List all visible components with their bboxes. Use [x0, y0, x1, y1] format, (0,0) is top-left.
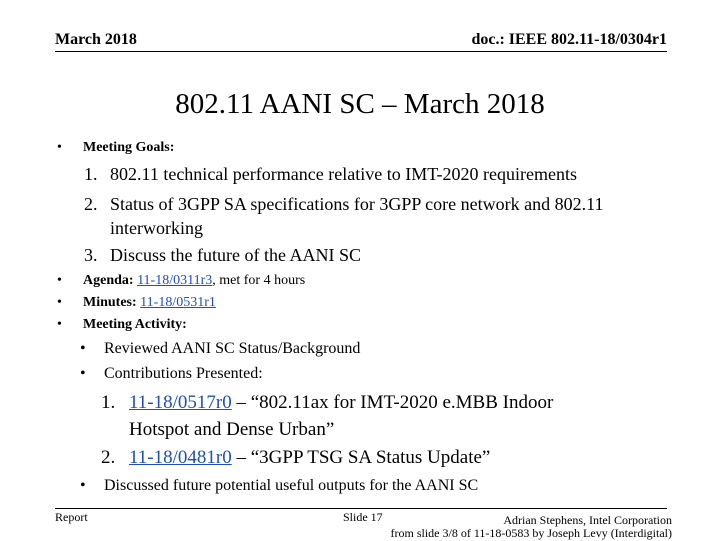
contribution-link-1[interactable]: 11-18/0517r0	[129, 392, 232, 413]
bullet-icon: •	[57, 140, 62, 155]
bullet-icon: •	[57, 273, 62, 288]
agenda-link[interactable]: 11-18/0311r3	[137, 273, 213, 288]
bullet-icon: •	[80, 340, 86, 357]
goal-item-3: 3. Discuss the future of the AANI SC	[84, 245, 361, 265]
goal-item-2-continued: interworking	[110, 218, 203, 238]
meeting-goals-item	[57, 140, 175, 156]
activity-sub-item-3: • Discussed future potential useful outputs for the AANI SC	[80, 477, 479, 494]
footer-rule	[55, 508, 667, 509]
meeting-goals-label: Meeting Goals:	[83, 140, 175, 155]
header-rule	[55, 51, 667, 52]
bullet-icon: •	[80, 365, 86, 382]
goal-item-2: 2. Status of 3GPP SA specifications for 3GPP core network and 802.11	[84, 194, 604, 214]
meeting-activity-item: • Meeting Activity:	[57, 317, 187, 332]
footer-left: Report	[55, 510, 88, 524]
bullet-icon: •	[57, 317, 62, 332]
activity-sub-item-1: • Reviewed AANI SC Status/Background	[80, 340, 361, 357]
footer-source: from slide 3/8 of 11-18-0583 by Joseph Levy (Interdigital)	[390, 526, 672, 540]
footer-slide-number: Slide 17	[343, 510, 383, 524]
contribution-item-1-continued: Hotspot and Dense Urban”	[129, 419, 335, 440]
bullet-icon: •	[57, 295, 62, 310]
activity-sub-item-2: • Contributions Presented:	[80, 365, 263, 382]
header-date: March 2018	[55, 31, 137, 48]
slide-title: 802.11 AANI SC – March 2018	[175, 88, 545, 120]
agenda-item: • Agenda: 11-18/0311r3, met for 4 hours	[57, 273, 306, 288]
minutes-link[interactable]: 11-18/0531r1	[140, 295, 216, 310]
footer-author: Adrian Stephens, Intel Corporation	[503, 513, 672, 527]
bullet-icon: •	[80, 477, 86, 494]
minutes-item: • Minutes: 11-18/0531r1	[57, 295, 216, 310]
contribution-link-2[interactable]: 11-18/0481r0	[129, 447, 232, 468]
header-doc-id: doc.: IEEE 802.11-18/0304r1	[471, 31, 667, 48]
goal-item-1: 1. 802.11 technical performance relative to IMT-2020 requirements	[84, 164, 577, 184]
contribution-item-2: 2. 11-18/0481r0 – “3GPP TSG SA Status Update”	[101, 447, 491, 468]
contribution-item-1: 1. 11-18/0517r0 – “802.11ax for IMT-2020 e.MBB Indoor	[101, 392, 554, 413]
